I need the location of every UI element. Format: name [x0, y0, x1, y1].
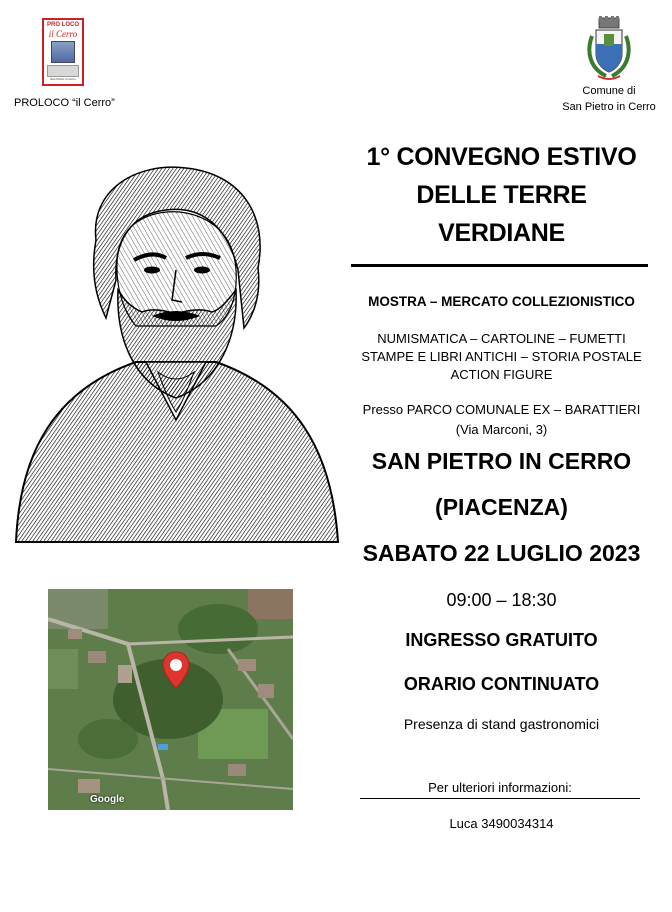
event-stands: Presenza di stand gastronomici [403, 716, 600, 732]
location-map [48, 589, 293, 810]
event-schedule: ORARIO CONTINUATO [403, 674, 600, 694]
map-satellite-image [48, 589, 293, 810]
event-date: SABATO 22 LUGLIO 2023 [362, 540, 641, 566]
map-attribution: Google [90, 794, 125, 805]
verdi-portrait [6, 150, 342, 550]
venue-line1: Presso PARCO COMUNALE EX – BARATTIERI [362, 402, 641, 417]
event-subtitle: MOSTRA – MERCATO COLLEZIONISTICO [368, 294, 635, 309]
title-divider [351, 264, 648, 267]
info-divider [360, 798, 640, 799]
location-pin-icon [162, 651, 190, 689]
categories-line2: STAMPE E LIBRI ANTICHI – STORIA POSTALE [361, 349, 642, 364]
proloco-logo-mid-text: il Cerro [48, 29, 78, 39]
event-title [345, 138, 658, 252]
proloco-logo [42, 18, 84, 86]
categories-line3: ACTION FIGURE [450, 367, 553, 382]
comune-coat-of-arms [586, 16, 632, 82]
proloco-logo-base [47, 65, 79, 77]
venue-line2: (Via Marconi, 3) [455, 422, 548, 437]
proloco-caption: PROLOCO “il Cerro” [14, 97, 115, 109]
info-label: Per ulteriori informazioni: [428, 780, 572, 795]
proloco-logo-top-text: PRO LOCO [46, 22, 79, 28]
event-venue [345, 400, 658, 440]
event-title-line2: DELLE TERRE [416, 181, 587, 209]
event-title-line3: VERDIANE [438, 219, 565, 247]
event-hours: 09:00 – 18:30 [446, 590, 557, 610]
event-entry: INGRESSO GRATUITO [405, 630, 598, 650]
comune-caption-line2: San Pietro in Cerro [562, 101, 656, 113]
comune-caption-line1: Comune di [582, 85, 636, 97]
event-province: (PIACENZA) [435, 494, 568, 520]
event-city: SAN PIETRO IN CERRO [371, 448, 632, 474]
proloco-logo-bottom-text: San Pietro in Cerro [50, 77, 76, 81]
contact-info: Luca 3490034314 [449, 816, 554, 831]
comune-caption [558, 83, 660, 115]
event-title-line1: 1° CONVEGNO ESTIVO [366, 143, 637, 171]
event-categories [345, 330, 658, 384]
categories-line1: NUMISMATICA – CARTOLINE – FUMETTI [377, 331, 626, 346]
proloco-logo-emblem [51, 41, 75, 63]
